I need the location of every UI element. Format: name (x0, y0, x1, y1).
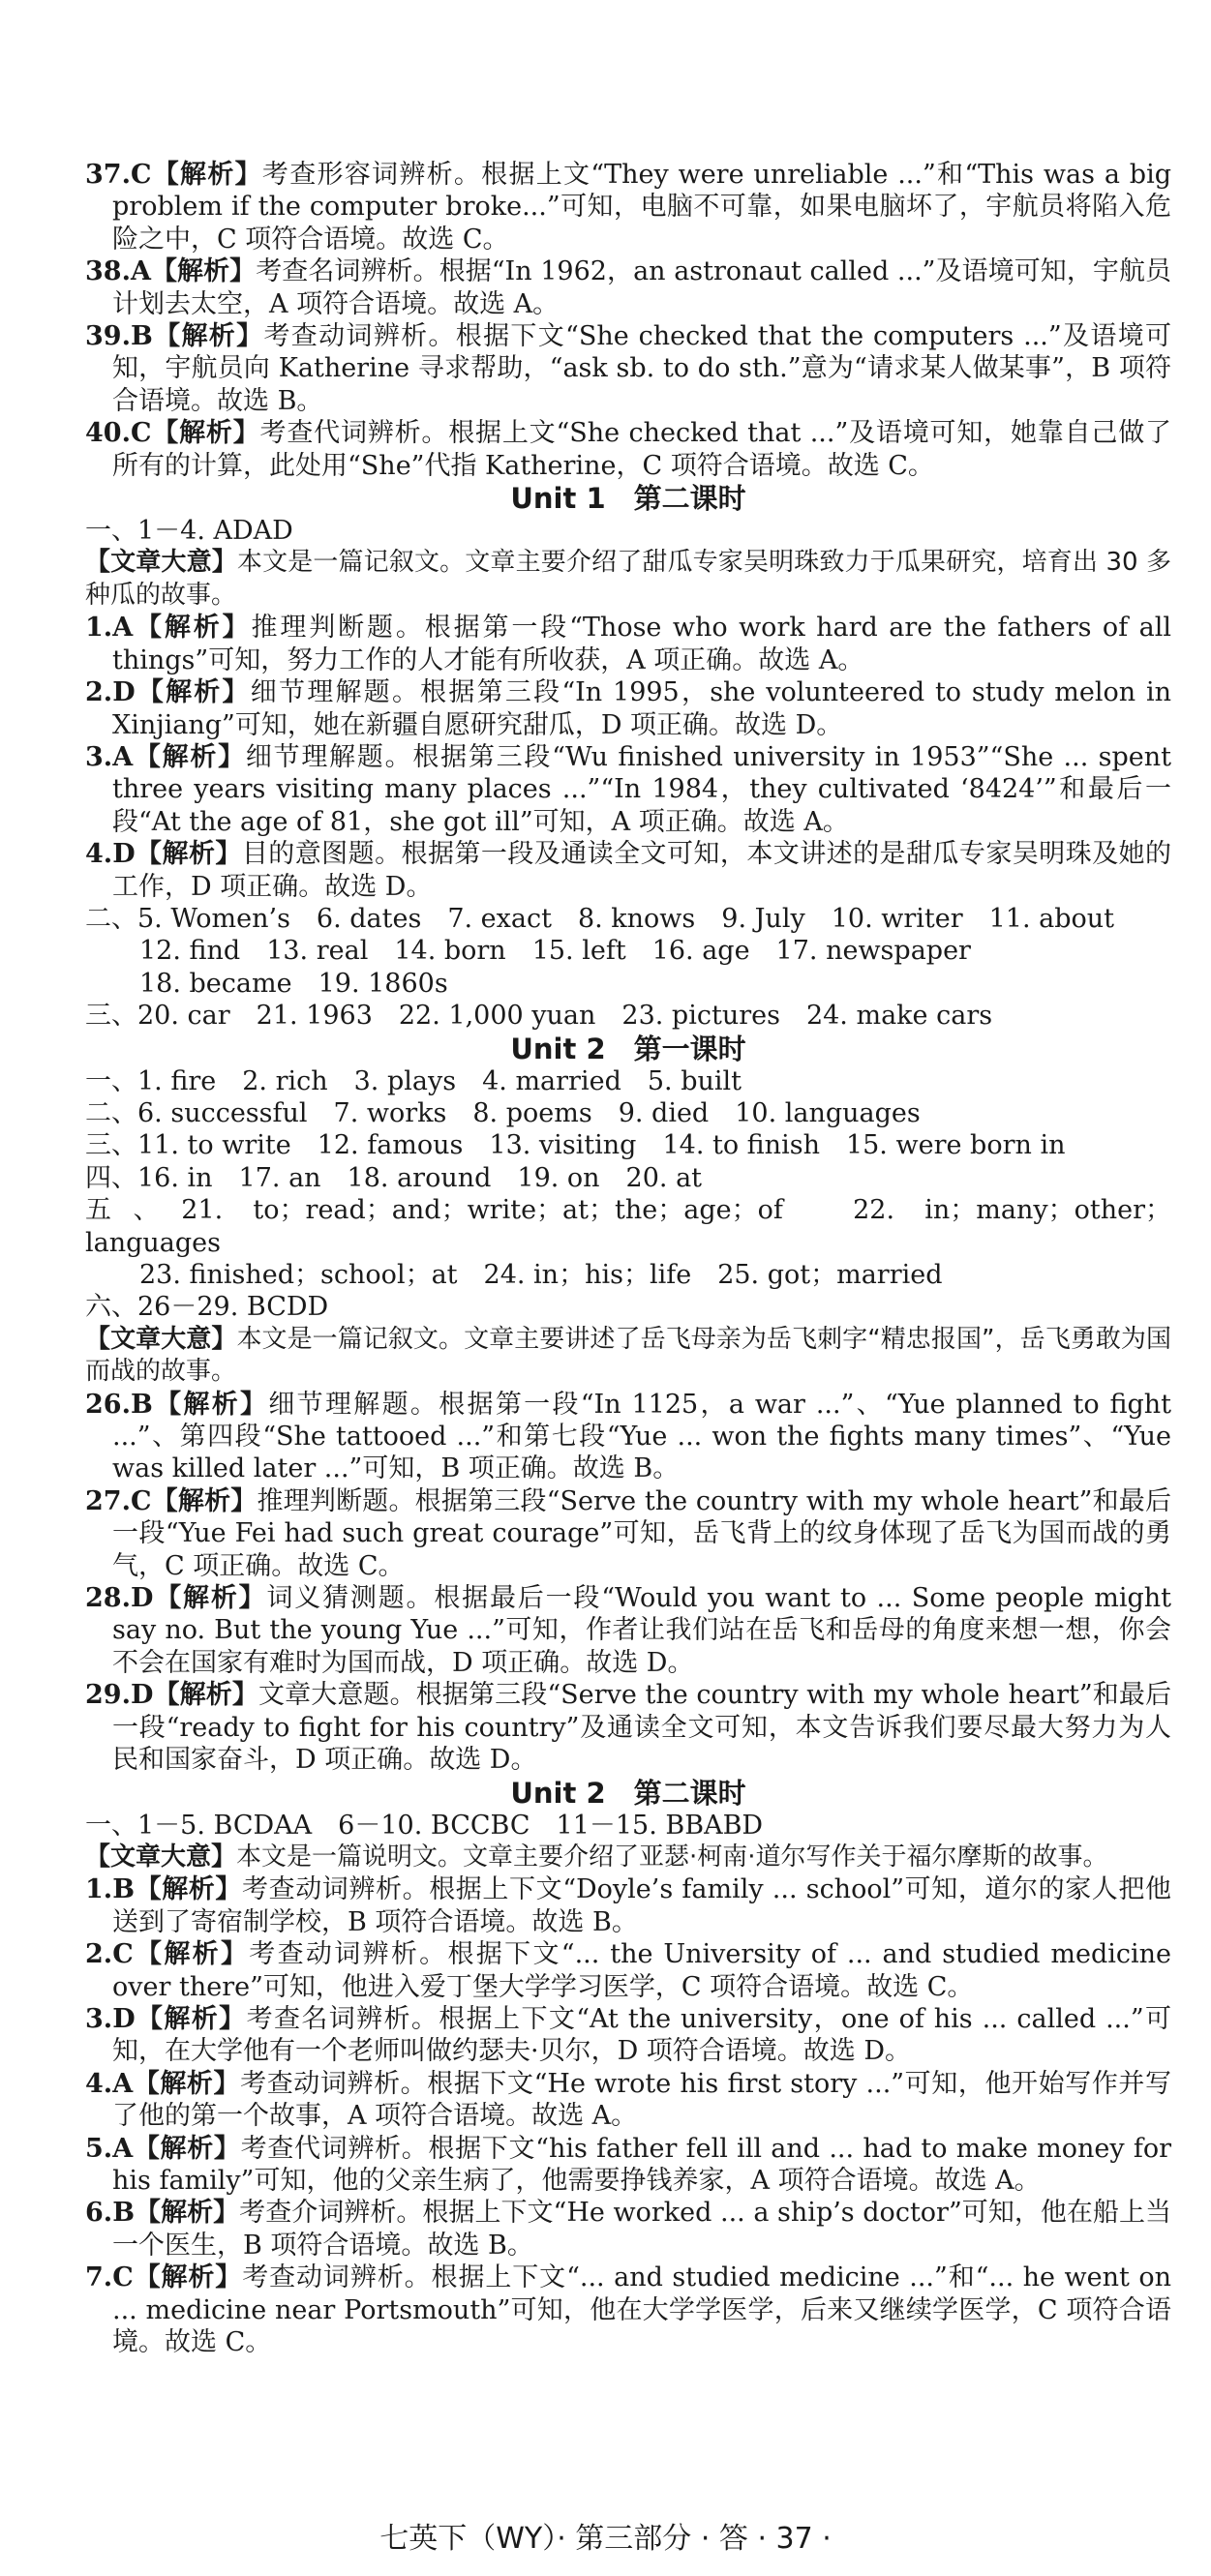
answer-item (85, 1679, 1171, 1776)
answer-line: 四、16. in 17. an 18. around 19. on 20. at (85, 1162, 703, 1193)
answer-item (85, 741, 1171, 838)
analysis-text: 考查动词辨析。根据下文“He wrote his first story ...”可知，他开始写作并写了他的第一个故事，A 项符合语境。故选 A。 (112, 2068, 1172, 2132)
answer-line: 一、1－4. ADAD (85, 516, 293, 547)
unit-heading: Unit 2 第二课时 (510, 1776, 746, 1810)
item-number: 39. (85, 321, 131, 352)
unit-heading: Unit 1 第二课时 (510, 482, 746, 516)
answer-item (85, 1582, 1171, 1679)
item-answer: C (112, 2262, 134, 2293)
item-answer: A (112, 2133, 134, 2164)
analysis-tag: 【解析】 (152, 321, 264, 352)
item-number: 26. (85, 1389, 131, 1420)
analysis-text: 考查代词辨析。根据下文“his father fell ill and ... had to make money for his family”可知，他的父亲生病了，他需要挣钱养家，A 项符合语境。故选 A。 (112, 2133, 1172, 2196)
item-answer: D (112, 839, 136, 870)
analysis-text: 考查代词辨析。根据上文“She checked that ...”及语境可知，她靠自己做了所有的计算，此处用“She”代指 Katherine，C 项符合语境。故选 C。 (112, 418, 1172, 481)
item-number: 1. (85, 1874, 113, 1905)
item-number: 27. (85, 1485, 131, 1516)
answer-item (85, 2133, 1171, 2198)
answer-line-continued: 23. finished；school；at 24. in；his；life 25. got；married (139, 1260, 943, 1290)
summary-tag: 【文章大意】 (85, 548, 237, 578)
item-answer: C (130, 418, 152, 449)
item-answer: A (112, 741, 134, 772)
analysis-tag: 【解析】 (152, 1389, 269, 1420)
summary-text: 本文是一篇记叙文。文章主要讲述了岳飞母亲为岳飞刺字“精忠报国”，岳飞勇敢为国而战的故事。 (85, 1324, 1171, 1387)
answer-line: 三、11. to write 12. famous 13. visiting 14. to finish 15. were born in (85, 1130, 1066, 1161)
answer-item (85, 612, 1171, 676)
item-answer: A (112, 2068, 134, 2099)
answer-line: 二、6. successful 7. works 8. poems 9. died 10. languages (85, 1097, 921, 1128)
analysis-text: 考查动词辨析。根据下文“She checked that the computers ...”及语境可知，宇航员向 Katherine 寻求帮助，“ask sb. to do sth.”意为“请求某人做某事”，B 项符合语境。故选 B。 (112, 321, 1172, 416)
answer-item (85, 676, 1171, 741)
answer-item (85, 255, 1171, 320)
item-number: 3. (85, 2003, 113, 2034)
answer-item (85, 1485, 1171, 1582)
item-number: 29. (85, 1680, 131, 1711)
analysis-text: 考查介词辨析。根据上下文“He worked ... a ship’s doctor”可知，他在船上当一个医生，B 项符合语境。故选 B。 (112, 2198, 1171, 2261)
item-answer: C (112, 1939, 134, 1970)
item-answer: B (112, 2198, 136, 2229)
analysis-text: 词义猜测题。根据最后一段“Would you want to ... Some people might say no. But the young Yue ...”可知，作者让我们站在岳飞和岳母的角度来想一想，你会不会在国家有难时为国而战，D 项正确。故选 D。 (112, 1583, 1172, 1678)
item-number: 5. (85, 2133, 113, 2164)
analysis-text: 推理判断题。根据第一段“Those who work hard are the fathers of all things”可知，努力工作的人才能有所收获，A 项正确。故选 A。 (112, 613, 1172, 675)
analysis-text: 考查动词辨析。根据上下文“... and studied medicine ...”和“... he went on ... medicine near Portsmouth”可知，他在大学学医学，后来又继续学医学，C 项符合语境。故选 C。 (112, 2262, 1171, 2357)
analysis-tag: 【解析】 (135, 839, 242, 870)
answer-line-continued: 18. became 19. 1860s (139, 968, 448, 999)
analysis-tag: 【解析】 (151, 1485, 257, 1516)
answer-line: 五、21. to；read；and；write；at；the；age；of 22. in；many；other；languages (85, 1195, 1171, 1258)
item-answer: D (112, 677, 136, 708)
analysis-text: 考查名词辨析。根据“In 1962，an astronaut called ...”及语境可知，宇航员计划去太空，A 项符合语境。故选 A。 (112, 256, 1171, 319)
item-number: 2. (85, 1939, 113, 1970)
analysis-text: 考查动词辨析。根据下文“... the University of ... and studied medicine over there”可知，他进入爱丁堡大学学习医学，C 项符合语境。故选 C。 (112, 1939, 1172, 2002)
answer-item (85, 838, 1171, 903)
analysis-text: 考查动词辨析。根据上下文“Doyle’s family ... school”可知，道尔的家人把他送到了寄宿制学校，B 项符合语境。故选 B。 (112, 1874, 1172, 1937)
analysis-tag: 【解析】 (133, 613, 252, 644)
analysis-tag: 【解析】 (151, 160, 262, 190)
item-answer: B (130, 1389, 153, 1420)
summary-tag: 【文章大意】 (85, 1324, 237, 1354)
answer-line: 一、1. fire 2. rich 3. plays 4. married 5. built (85, 1065, 742, 1096)
item-number: 38. (85, 256, 131, 287)
analysis-tag: 【解析】 (150, 256, 257, 287)
item-number: 2. (85, 677, 113, 708)
analysis-text: 考查名词辨析。根据上下文“At the university，one of his ... called ...”可知，在大学他有一个老师叫做约瑟夫·贝尔，D 项符合语境。故选 D。 (112, 2003, 1172, 2067)
analysis-tag: 【解析】 (135, 2198, 240, 2229)
answer-item (85, 320, 1171, 417)
item-answer: B (130, 321, 153, 352)
unit-heading: Unit 2 第一课时 (510, 1032, 746, 1065)
item-answer: C (130, 160, 152, 190)
answer-line: 一、1－5. BCDAA 6－10. BCCBC 11－15. BBABD (85, 1810, 764, 1841)
summary-tag: 【文章大意】 (85, 1842, 237, 1872)
summary-text: 本文是一篇说明文。文章主要介绍了亚瑟·柯南·道尔写作关于福尔摩斯的故事。 (236, 1842, 1108, 1872)
answer-item (85, 1389, 1171, 1485)
analysis-tag: 【解析】 (153, 1680, 259, 1711)
answer-item (85, 2003, 1171, 2068)
answer-item (85, 417, 1171, 482)
answer-line: 二、5. Women’s 6. dates 7. exact 8. knows 9. July 10. writer 11. about (85, 903, 1115, 934)
analysis-text: 考查形容词辨析。根据上文“They were unreliable ...”和“This was a big problem if the computer broke...”可知，电脑不可靠，如果电脑坏了，宇航员将陷入危险之中，C 项符合语境。故选 C。 (112, 160, 1171, 255)
analysis-tag: 【解析】 (133, 2262, 243, 2293)
analysis-text: 细节理解题。根据第三段“In 1995，she volunteered to study melon in Xinjiang”可知，她在新疆自愿研究甜瓜，D 项正确。故选 D。 (112, 677, 1172, 740)
item-answer: D (112, 2003, 136, 2034)
item-answer: D (130, 1680, 154, 1711)
analysis-tag: 【解析】 (153, 1583, 267, 1614)
answer-line: 六、26－29. BCDD (85, 1292, 329, 1323)
page-footer: 七英下（WY）· 第三部分 · 答 · 37 · (379, 2522, 832, 2556)
item-number: 40. (85, 418, 131, 449)
analysis-tag: 【解析】 (135, 677, 251, 708)
analysis-text: 目的意图题。根据第一段及通读全文可知，本文讲述的是甜瓜专家吴明珠及她的工作，D 项正确。故选 D。 (112, 839, 1172, 902)
item-answer: D (130, 1583, 154, 1614)
item-number: 37. (85, 160, 131, 190)
answer-item (85, 2068, 1171, 2133)
analysis-tag: 【解析】 (133, 741, 246, 772)
item-number: 1. (85, 613, 113, 644)
answer-line-continued: 12. find 13. real 14. born 15. left 16. age 17. newspaper (139, 936, 971, 967)
analysis-tag: 【解析】 (135, 1874, 243, 1905)
answer-column (85, 159, 1171, 2358)
item-number: 6. (85, 2198, 113, 2229)
item-number: 4. (85, 2068, 113, 2099)
article-summary (85, 1842, 1171, 1873)
item-answer: C (130, 1485, 152, 1516)
analysis-text: 细节理解题。根据第三段“Wu finished university in 1953”“She ... spent three years visiting many places ...”“In 1984，they cultivated ‘8424’”和最后一段“At the age of 81，she got ill”可知，A 项正确。故选 A。 (112, 741, 1171, 837)
analysis-text: 文章大意题。根据第三段“Serve the country with my whole heart”和最后一段“ready to fight for his country”及通读全文可知，本文告诉我们要尽最大努力为人民和国家奋斗，D 项正确。故选 D。 (112, 1680, 1172, 1776)
answer-item (85, 1873, 1171, 1938)
item-number: 28. (85, 1583, 131, 1614)
answer-item (85, 2261, 1171, 2358)
analysis-tag: 【解析】 (133, 1939, 250, 1970)
answer-item (85, 2197, 1171, 2261)
summary-text: 本文是一篇记叙文。文章主要介绍了甜瓜专家吴明珠致力于瓜果研究，培育出 30 多种瓜的故事。 (85, 548, 1171, 610)
answer-item (85, 1938, 1171, 2003)
article-summary (85, 1324, 1171, 1389)
item-answer: A (130, 256, 151, 287)
analysis-text: 推理判断题。根据第三段“Serve the country with my whole heart”和最后一段“Yue Fei had such great courage”可知，岳飞背上的纹身体现了岳飞为国而战的勇气，C 项正确。故选 C。 (112, 1485, 1172, 1581)
item-number: 4. (85, 839, 113, 870)
analysis-tag: 【解析】 (135, 2003, 247, 2034)
item-number: 3. (85, 741, 113, 772)
item-number: 7. (85, 2262, 113, 2293)
analysis-tag: 【解析】 (133, 2068, 241, 2099)
article-summary (85, 547, 1171, 612)
answer-item (85, 159, 1171, 255)
answer-line: 三、20. car 21. 1963 22. 1,000 yuan 23. pictures 24. make cars (85, 1001, 993, 1032)
item-answer: B (112, 1874, 136, 1905)
item-answer: A (112, 613, 134, 644)
analysis-text: 细节理解题。根据第一段“In 1125，a war ...”、“Yue planned to fight ...”、第四段“She tattooed ...”和第七段“Yue ... won the fights many times”、“Yue was killed later ...”可知，B 项正确。故选 B。 (112, 1389, 1172, 1484)
analysis-tag: 【解析】 (133, 2133, 241, 2164)
analysis-tag: 【解析】 (151, 418, 260, 449)
